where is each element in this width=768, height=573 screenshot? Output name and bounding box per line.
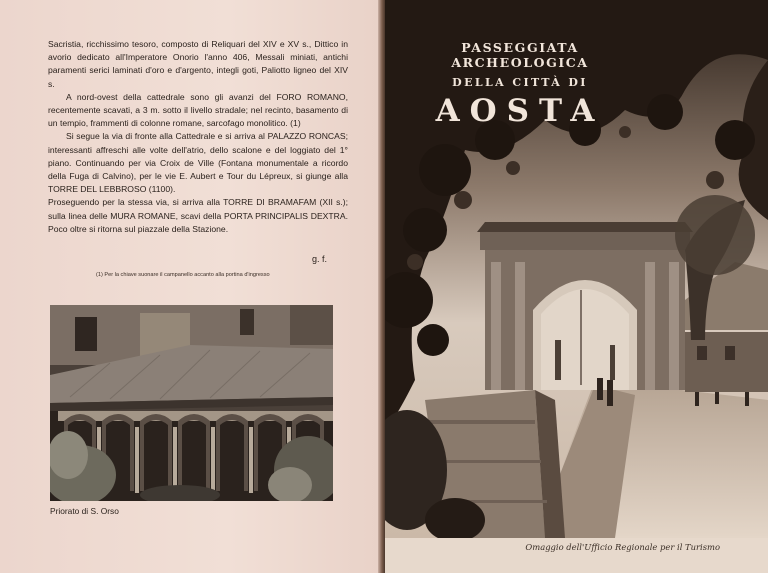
title-line-2: DELLA CITTÀ DI [452,76,588,89]
paragraph-1: Sacristia, ricchissimo tesoro, composto di Reliquari del XIV e XV s., Dittico in avorio dedicato all'Imperatore Onorio l'anno 406, Messali miniati, antichi paramenti serici laminati d'oro e d'argento, integli goti, Paliotto ligneo del XIV s. [48,39,348,89]
footnote: (1) Per la chiave suonare il campanello accanto alla portina d'ingresso [96,272,270,278]
cloister-photo [50,305,333,501]
paragraph-3: Si segue la via di fronte alla Cattedrale e si arriva al PALAZZO RONCAS; interessanti affreschi alle volte dell'atrio, dello scalone e del loggiato del 1° piano. Continuando per via Croix de Ville (Fontana monumentale a ricordo della Fuga di Calvino), per le vie E. Aubert e Tour du Lépreux, si giunge alla TORRE DEL LEBBROSO (1100). [48,131,348,195]
photo-caption: Priorato di S. Orso [50,506,119,516]
paragraph-2: A nord-ovest della cattedrale sono gli avanzi del FORO ROMANO, recentemente scavati, a 3 m. sotto il livello stradale; nel recinto, basamento di un tempio, frammenti di colonne romane, sarcofago monolitico. (1) [48,91,348,129]
left-page [0,0,380,573]
cover-title [395,40,645,129]
body-text [48,38,348,236]
cloister-illustration [50,305,333,501]
signature: g. f. [312,254,328,264]
cover-footer: Omaggio dell'Ufficio Regionale per il Turismo [525,542,720,552]
paragraph-4: Proseguendo per la stessa via, si arriva alla TORRE DI BRAMAFAM (XII s.); sulla linea delle MURA ROMANE, scavi della PORTA PRINCIPALIS DEXTRA. Poco oltre si ritorna sul piazzale della Stazione. [48,197,348,234]
title-line-3: AOSTA [435,93,605,129]
title-line-1: PASSEGGIATA ARCHEOLOGICA [451,40,589,70]
